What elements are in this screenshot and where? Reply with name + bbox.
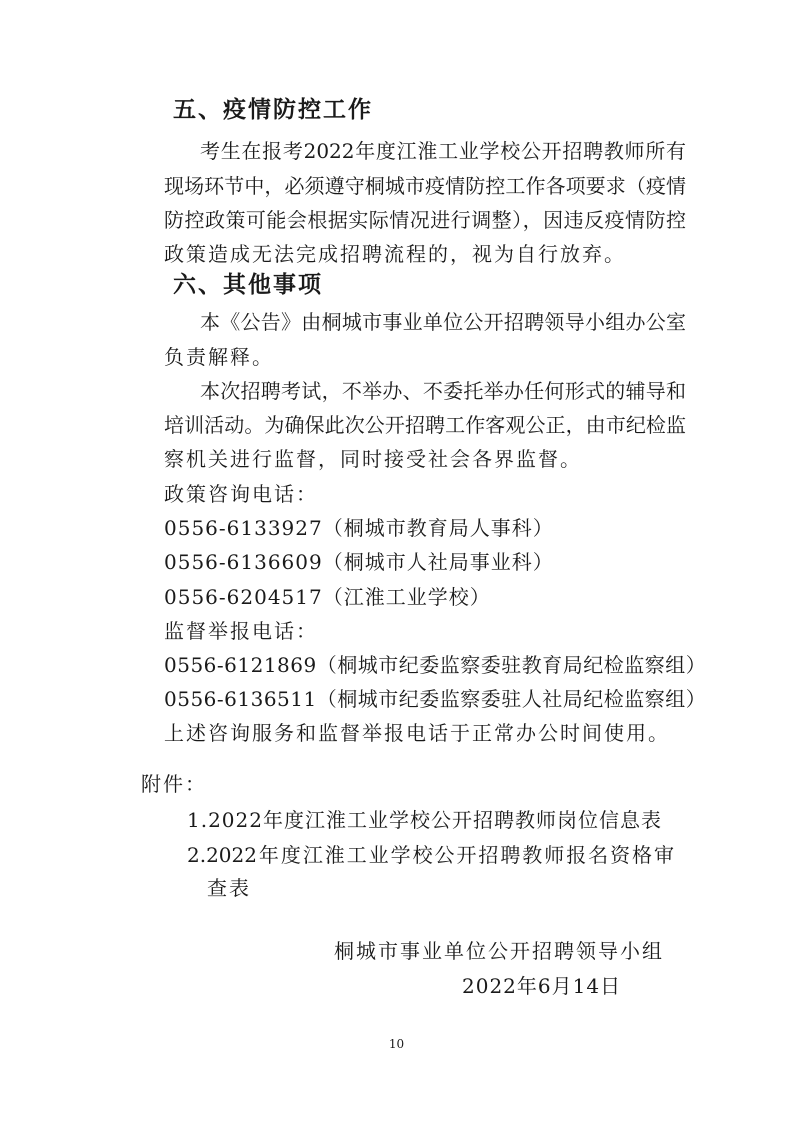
section-6-heading: 六、其他事项 [173, 272, 323, 298]
section-6-para-2-line-3: 察机关进行监督，同时接受社会各界监督。 [164, 447, 582, 471]
section-6-para-2-line-2: 培训活动。为确保此次公开招聘工作客观公正，由市纪检监 [164, 413, 686, 437]
consult-phone-2: 0556-6136609（桐城市人社局事业科） [164, 550, 554, 574]
section-5-line-2: 现场环节中，必须遵守桐城市疫情防控工作各项要求（疫情 [164, 174, 686, 198]
consult-phone-1: 0556-6133927（桐城市教育局人事科） [164, 516, 554, 540]
section-6-para-1-line-2: 负责解释。 [164, 345, 274, 369]
phone-usage-note: 上述咨询服务和监督举报电话于正常办公时间使用。 [164, 721, 670, 745]
attachments-title: 附件： [141, 772, 207, 796]
report-phone-1: 0556-6121869（桐城市纪委监察委驻教育局纪检监察组） [164, 653, 707, 677]
consult-phones-title: 政策咨询电话： [164, 482, 318, 506]
attachment-item-1: 1.2022年度江淮工业学校公开招聘教师岗位信息表 [187, 808, 662, 832]
attachment-item-2: 2.2022年度江淮工业学校公开招聘教师报名资格审 [187, 843, 674, 867]
section-5-line-4: 政策造成无法完成招聘流程的，视为自行放弃。 [164, 242, 626, 266]
signature-organization: 桐城市事业单位公开招聘领导小组 [334, 939, 664, 963]
section-5-line-3: 防控政策可能会根据实际情况进行调整），因违反疫情防控 [164, 208, 686, 232]
section-5-heading: 五、疫情防控工作 [173, 97, 373, 123]
attachment-item-2-continued: 查表 [207, 876, 251, 900]
report-phone-2: 0556-6136511（桐城市纪委监察委驻人社局纪检监察组） [164, 687, 707, 711]
signature-date: 2022年6月14日 [462, 974, 622, 998]
section-5-line-1: 考生在报考2022年度江淮工业学校公开招聘教师所有 [200, 139, 686, 163]
section-6-para-1-line-1: 本《公告》由桐城市事业单位公开招聘领导小组办公室 [200, 310, 686, 334]
report-phones-title: 监督举报电话： [164, 619, 318, 643]
section-6-para-2-line-1: 本次招聘考试，不举办、不委托举办任何形式的辅导和 [200, 379, 686, 403]
consult-phone-3: 0556-6204517（江淮工业学校） [164, 585, 491, 609]
page-number: 10 [388, 1037, 405, 1051]
